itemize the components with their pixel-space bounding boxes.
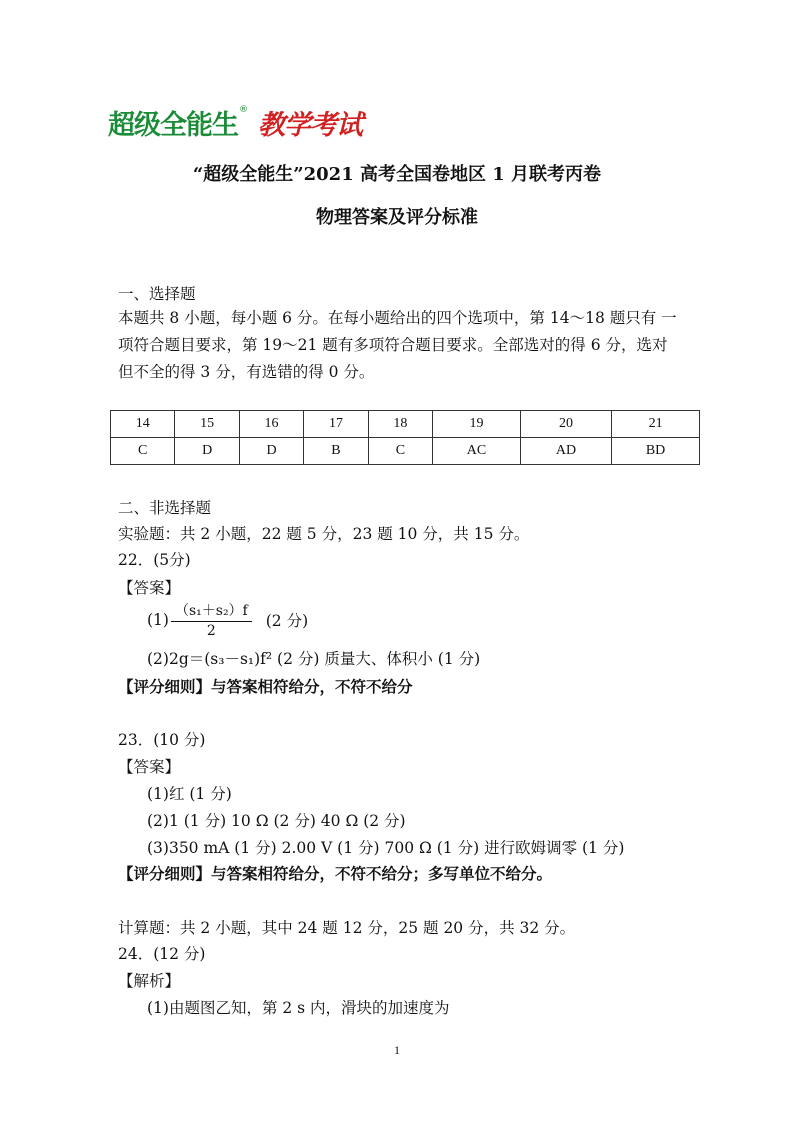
q22-part2: (2)2g＝(s₃－s₁)f² (2 分) 质量大、体积小 (1 分): [147, 650, 481, 668]
page-number: 1: [394, 1043, 400, 1057]
calc-intro: 计算题：共 2 小题，其中 24 题 12 分，25 题 20 分，共 32 分。: [118, 919, 576, 937]
logo-brand: 超级全能生: [108, 110, 238, 141]
q23-title: 23．(10 分): [118, 731, 206, 749]
question-number-cell: 18: [368, 411, 432, 438]
logo: [108, 103, 362, 142]
logo-tagline: 教学考试: [258, 110, 362, 141]
q24-part1: (1)由题图乙知，第 2 s 内，滑块的加速度为: [147, 999, 450, 1017]
answer-choice-cell: C: [111, 438, 175, 465]
answer-table-numbers-row: [111, 411, 700, 438]
q24-analysis-label: 【解析】: [118, 972, 181, 990]
q22-part1-prefix: (1): [147, 610, 169, 629]
section1-desc-line1: 本题共 8 小题，每小题 6 分。在每小题给出的四个选项中，第 14～18 题只有 一: [118, 309, 677, 327]
q23-part3: (3)350 mA (1 分) 2.00 V (1 分) 700 Ω (1 分) 进行欧姆调零 (1 分): [147, 839, 625, 857]
answer-choice-cell: D: [239, 438, 303, 465]
section1-desc-line2: 项符合题目要求，第 19～21 题有多项符合题目要求。全部选对的得 6 分，选对: [118, 336, 668, 354]
q24-title: 24．(12 分): [118, 945, 206, 963]
q22-part1-score: (2 分): [265, 611, 309, 630]
answer-choice-cell: C: [368, 438, 432, 465]
question-number-cell: 19: [433, 411, 521, 438]
q22-fraction-denominator: 2: [206, 623, 216, 639]
answer-table-choices-row: [111, 438, 700, 465]
answer-choice-cell: AC: [433, 438, 521, 465]
question-number-cell: 20: [520, 411, 611, 438]
question-number-cell: 15: [175, 411, 239, 438]
q22-fraction: [171, 600, 252, 639]
section2-heading: 二、非选择题: [118, 499, 212, 517]
logo-registered-mark: ®: [239, 105, 248, 115]
answer-table: [110, 410, 700, 465]
question-number-cell: 16: [239, 411, 303, 438]
section1-desc-line3: 但不全的得 3 分，有选错的得 0 分。: [118, 363, 375, 381]
section1-heading: 一、选择题: [118, 285, 196, 303]
question-number-cell: 21: [612, 411, 700, 438]
q23-scoring-rule: 【评分细则】与答案相符给分，不符不给分；多写单位不给分。: [118, 864, 553, 883]
q22-title: 22．(5分): [118, 551, 191, 569]
q23-part2: (2)1 (1 分) 10 Ω (2 分) 40 Ω (2 分): [147, 812, 406, 830]
q22-answer-label: 【答案】: [118, 579, 181, 597]
document-title: “超级全能生”2021 高考全国卷地区 1 月联考丙卷: [192, 164, 602, 185]
q22-part1: [147, 600, 308, 639]
question-number-cell: 14: [111, 411, 175, 438]
section2-intro: 实验题：共 2 小题，22 题 5 分，23 题 10 分，共 15 分。: [118, 525, 530, 543]
q23-part1: (1)红 (1 分): [147, 785, 232, 803]
answer-choice-cell: B: [304, 438, 368, 465]
q22-fraction-numerator: （s₁＋s₂）f: [171, 600, 252, 622]
answer-choice-cell: BD: [612, 438, 700, 465]
answer-choice-cell: AD: [520, 438, 611, 465]
q22-scoring-rule: 【评分细则】与答案相符给分，不符不给分: [118, 677, 413, 696]
document-subtitle: 物理答案及评分标准: [316, 207, 478, 228]
question-number-cell: 17: [304, 411, 368, 438]
answer-choice-cell: D: [175, 438, 239, 465]
q23-answer-label: 【答案】: [118, 758, 181, 776]
